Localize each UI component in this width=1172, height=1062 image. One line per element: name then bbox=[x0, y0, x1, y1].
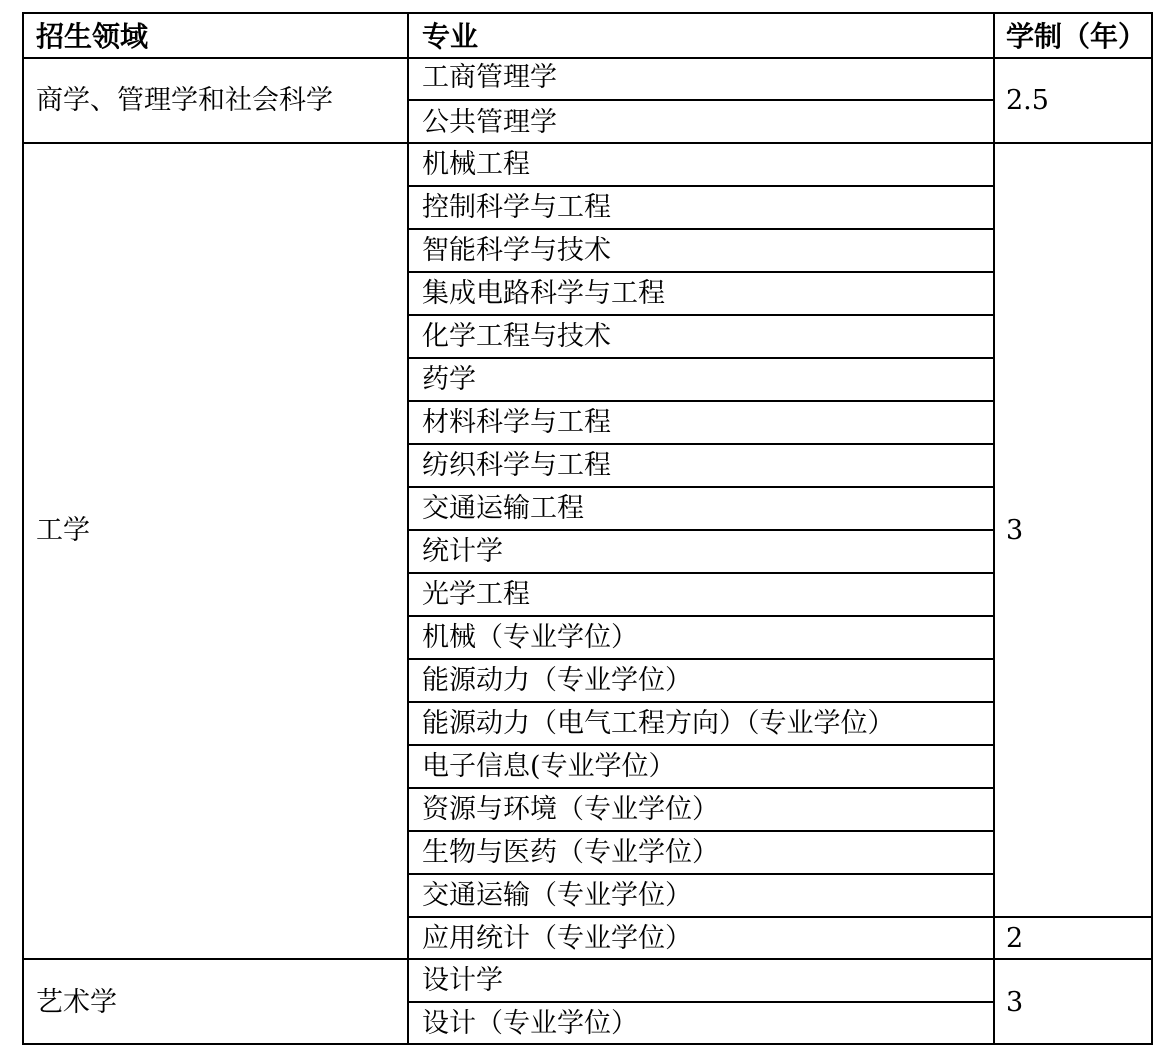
major-cell: 交通运输（专业学位） bbox=[422, 880, 692, 911]
major-cell: 机械（专业学位） bbox=[422, 622, 638, 653]
header-major: 专业 bbox=[422, 20, 479, 53]
major-cell: 集成电路科学与工程 bbox=[422, 278, 665, 309]
table-border bbox=[22, 12, 1153, 14]
table-border bbox=[407, 744, 993, 746]
major-cell: 资源与环境（专业学位） bbox=[422, 794, 719, 825]
major-cell: 药学 bbox=[422, 364, 476, 395]
table-border bbox=[407, 12, 409, 1045]
table-border bbox=[22, 142, 1153, 144]
major-cell: 应用统计（专业学位） bbox=[422, 923, 692, 954]
major-cell: 化学工程与技术 bbox=[422, 321, 611, 352]
major-cell: 控制科学与工程 bbox=[422, 192, 611, 223]
table-border bbox=[22, 958, 1153, 960]
table-border bbox=[407, 357, 993, 359]
field-art: 艺术学 bbox=[36, 987, 117, 1018]
field-engineering: 工学 bbox=[36, 515, 90, 546]
header-field: 招生领域 bbox=[36, 20, 149, 53]
major-cell: 智能科学与技术 bbox=[422, 235, 611, 266]
table-border bbox=[22, 1043, 1153, 1045]
table-border bbox=[407, 572, 993, 574]
duration-cell: 2 bbox=[1006, 923, 1024, 954]
table-border bbox=[1151, 12, 1153, 1045]
table-border bbox=[407, 787, 993, 789]
table-border bbox=[407, 1001, 993, 1003]
table-border bbox=[407, 228, 993, 230]
major-cell: 机械工程 bbox=[422, 149, 530, 180]
major-cell: 电子信息(专业学位） bbox=[422, 751, 676, 782]
major-cell: 设计（专业学位） bbox=[422, 1008, 638, 1039]
table-border bbox=[407, 615, 993, 617]
major-cell: 能源动力（专业学位） bbox=[422, 665, 692, 696]
major-cell: 能源动力（电气工程方向）（专业学位） bbox=[422, 708, 895, 739]
table-border bbox=[407, 271, 993, 273]
table-border bbox=[407, 529, 993, 531]
table-border bbox=[407, 916, 1153, 918]
duration-cell: 3 bbox=[1006, 987, 1024, 1018]
major-cell: 材料科学与工程 bbox=[422, 407, 611, 438]
table-border bbox=[407, 443, 993, 445]
table-border bbox=[407, 185, 993, 187]
table-border bbox=[407, 658, 993, 660]
major-cell: 生物与医药（专业学位） bbox=[422, 837, 719, 868]
table-border bbox=[407, 486, 993, 488]
table-border bbox=[993, 12, 995, 1045]
table-border bbox=[22, 12, 24, 1045]
table-border bbox=[407, 830, 993, 832]
table-border bbox=[22, 57, 1153, 59]
table-border bbox=[407, 873, 993, 875]
table-border bbox=[407, 314, 993, 316]
major-cell: 公共管理学 bbox=[422, 107, 557, 138]
duration-cell: 2.5 bbox=[1006, 85, 1049, 116]
major-cell: 工商管理学 bbox=[422, 62, 557, 93]
major-cell: 交通运输工程 bbox=[422, 493, 584, 524]
duration-cell: 3 bbox=[1006, 515, 1024, 546]
table-border bbox=[407, 701, 993, 703]
major-cell: 光学工程 bbox=[422, 579, 530, 610]
major-cell: 统计学 bbox=[422, 536, 503, 567]
table-border bbox=[407, 99, 993, 101]
enrollment-table bbox=[22, 12, 1153, 1045]
major-cell: 纺织科学与工程 bbox=[422, 450, 611, 481]
field-business-management: 商学、管理学和社会科学 bbox=[36, 85, 333, 116]
table-border bbox=[407, 400, 993, 402]
major-cell: 设计学 bbox=[422, 965, 503, 996]
header-duration: 学制（年） bbox=[1006, 20, 1147, 53]
